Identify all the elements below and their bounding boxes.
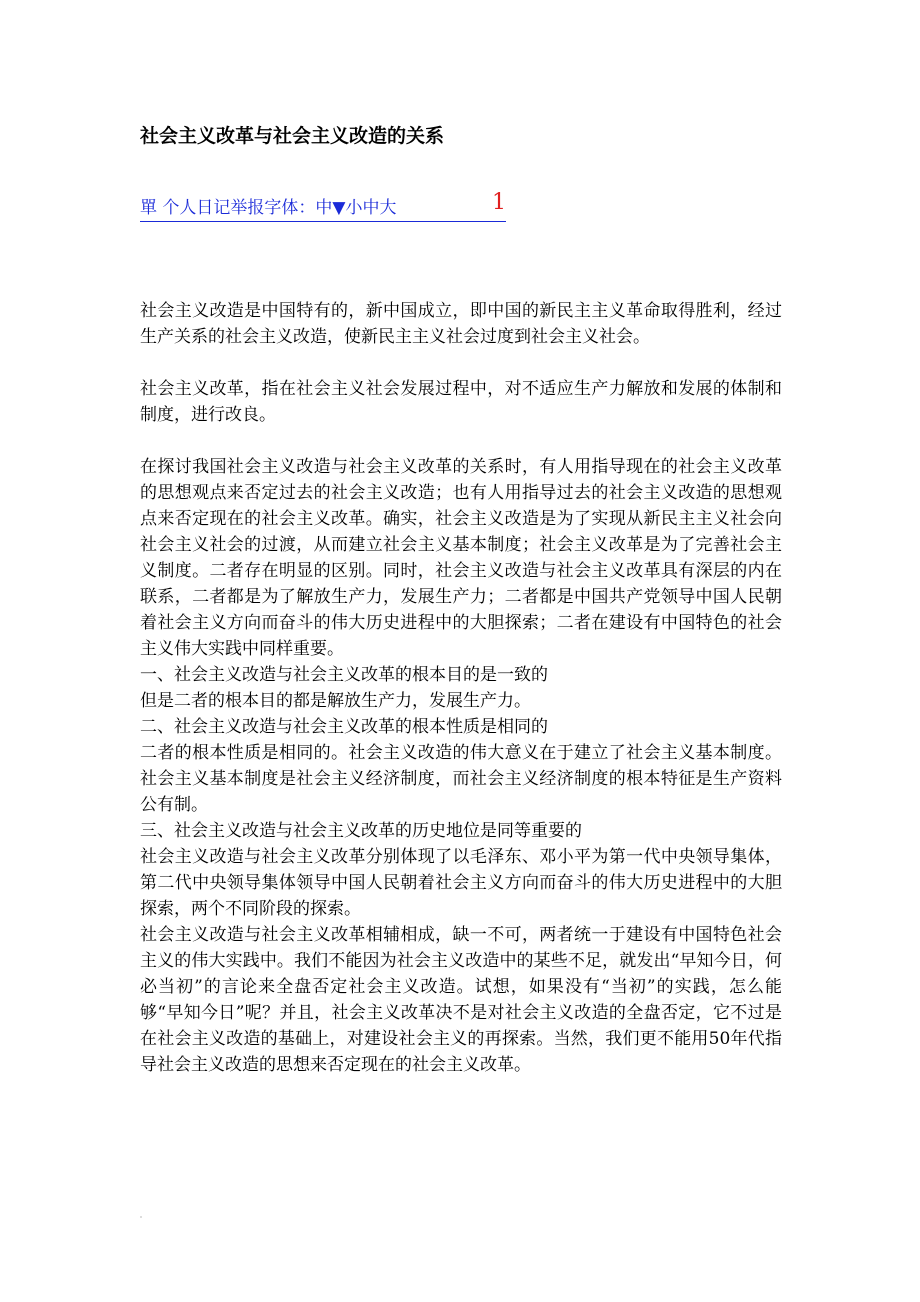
paragraph-text: 社会主义改革，指在社会主义社会发展过程中，对不适应生产力解放和发展的体制和制度，进行改良。 xyxy=(140,379,782,425)
section-heading-3: 三、社会主义改造与社会主义改革的历史地位是同等重要的 xyxy=(140,821,582,841)
article-toolbar-link[interactable] xyxy=(140,190,506,222)
discussion-paragraph: 在探讨我国社会主义改造与社会主义改革的关系时，有人用指导现在的社会主义改革的思想观点来否定过去的社会主义改造；也有人用指导过去的社会主义改造的思想观点来否定现在的社会主义改革。确实，社会主义改造是为了实现从新民主主义社会向社会主义社会的过渡，从而建立社会主义基本制度；社会主义改革是为了完善社会主义制度。二者存在明显的区别。同时，社会主义改造与社会主义改革具有深层的内在联系，二者都是为了解放生产力，发展生产力；二者都是中国共产党领导中国人民朝着社会主义方向而奋斗的伟大历史进程中的大胆探索；二者在建设有中国特色的社会主义伟大实践中同样重要。 xyxy=(140,457,782,659)
main-body xyxy=(140,454,782,1078)
toolbar-text[interactable]: 單 个人日记举报字体：中▼小中大 xyxy=(140,198,397,218)
page-footer-mark xyxy=(140,1216,142,1218)
intro-paragraph-1 xyxy=(140,298,782,350)
section-point-1: 但是二者的根本目的都是解放生产力，发展生产力。 xyxy=(140,691,531,711)
conclusion-paragraph: 社会主义改造与社会主义改革相辅相成，缺一不可，两者统一于建设有中国特色社会主义的伟大实践中。我们不能因为社会主义改造中的某些不足，就发出“早知今日，何必当初”的言论来全盘否定社会主义改造。试想，如果没有“当初”的实践，怎么能够“早知今日”呢？并且，社会主义改革决不是对社会主义改造的全盘否定，它不过是在社会主义改造的基础上，对建设社会主义的再探索。当然，我们更不能用50年代指导社会主义改造的思想来否定现在的社会主义改革。 xyxy=(140,925,782,1075)
toolbar-number: 1 xyxy=(492,190,506,215)
section-point-2: 二者的根本性质是相同的。社会主义改造的伟大意义在于建立了社会主义基本制度。社会主义基本制度是社会主义经济制度，而社会主义经济制度的根本特征是生产资料公有制。 xyxy=(140,743,782,815)
section-heading-2: 二、社会主义改造与社会主义改革的根本性质是相同的 xyxy=(140,717,548,737)
paragraph-text: 社会主义改造是中国特有的，新中国成立，即中国的新民主主义革命取得胜利，经过生产关系的社会主义改造，使新民主主义社会过度到社会主义社会。 xyxy=(140,301,782,347)
document-title: 社会主义改革与社会主义改造的关系 xyxy=(140,125,445,147)
section-heading-1: 一、社会主义改造与社会主义改革的根本目的是一致的 xyxy=(140,665,548,685)
section-point-3: 社会主义改造与社会主义改革分别体现了以毛泽东、邓小平为第一代中央领导集体，第二代中央领导集体领导中国人民朝着社会主义方向而奋斗的伟大历史进程中的大胆探索，两个不同阶段的探索。 xyxy=(140,847,782,919)
intro-paragraph-2 xyxy=(140,376,782,428)
